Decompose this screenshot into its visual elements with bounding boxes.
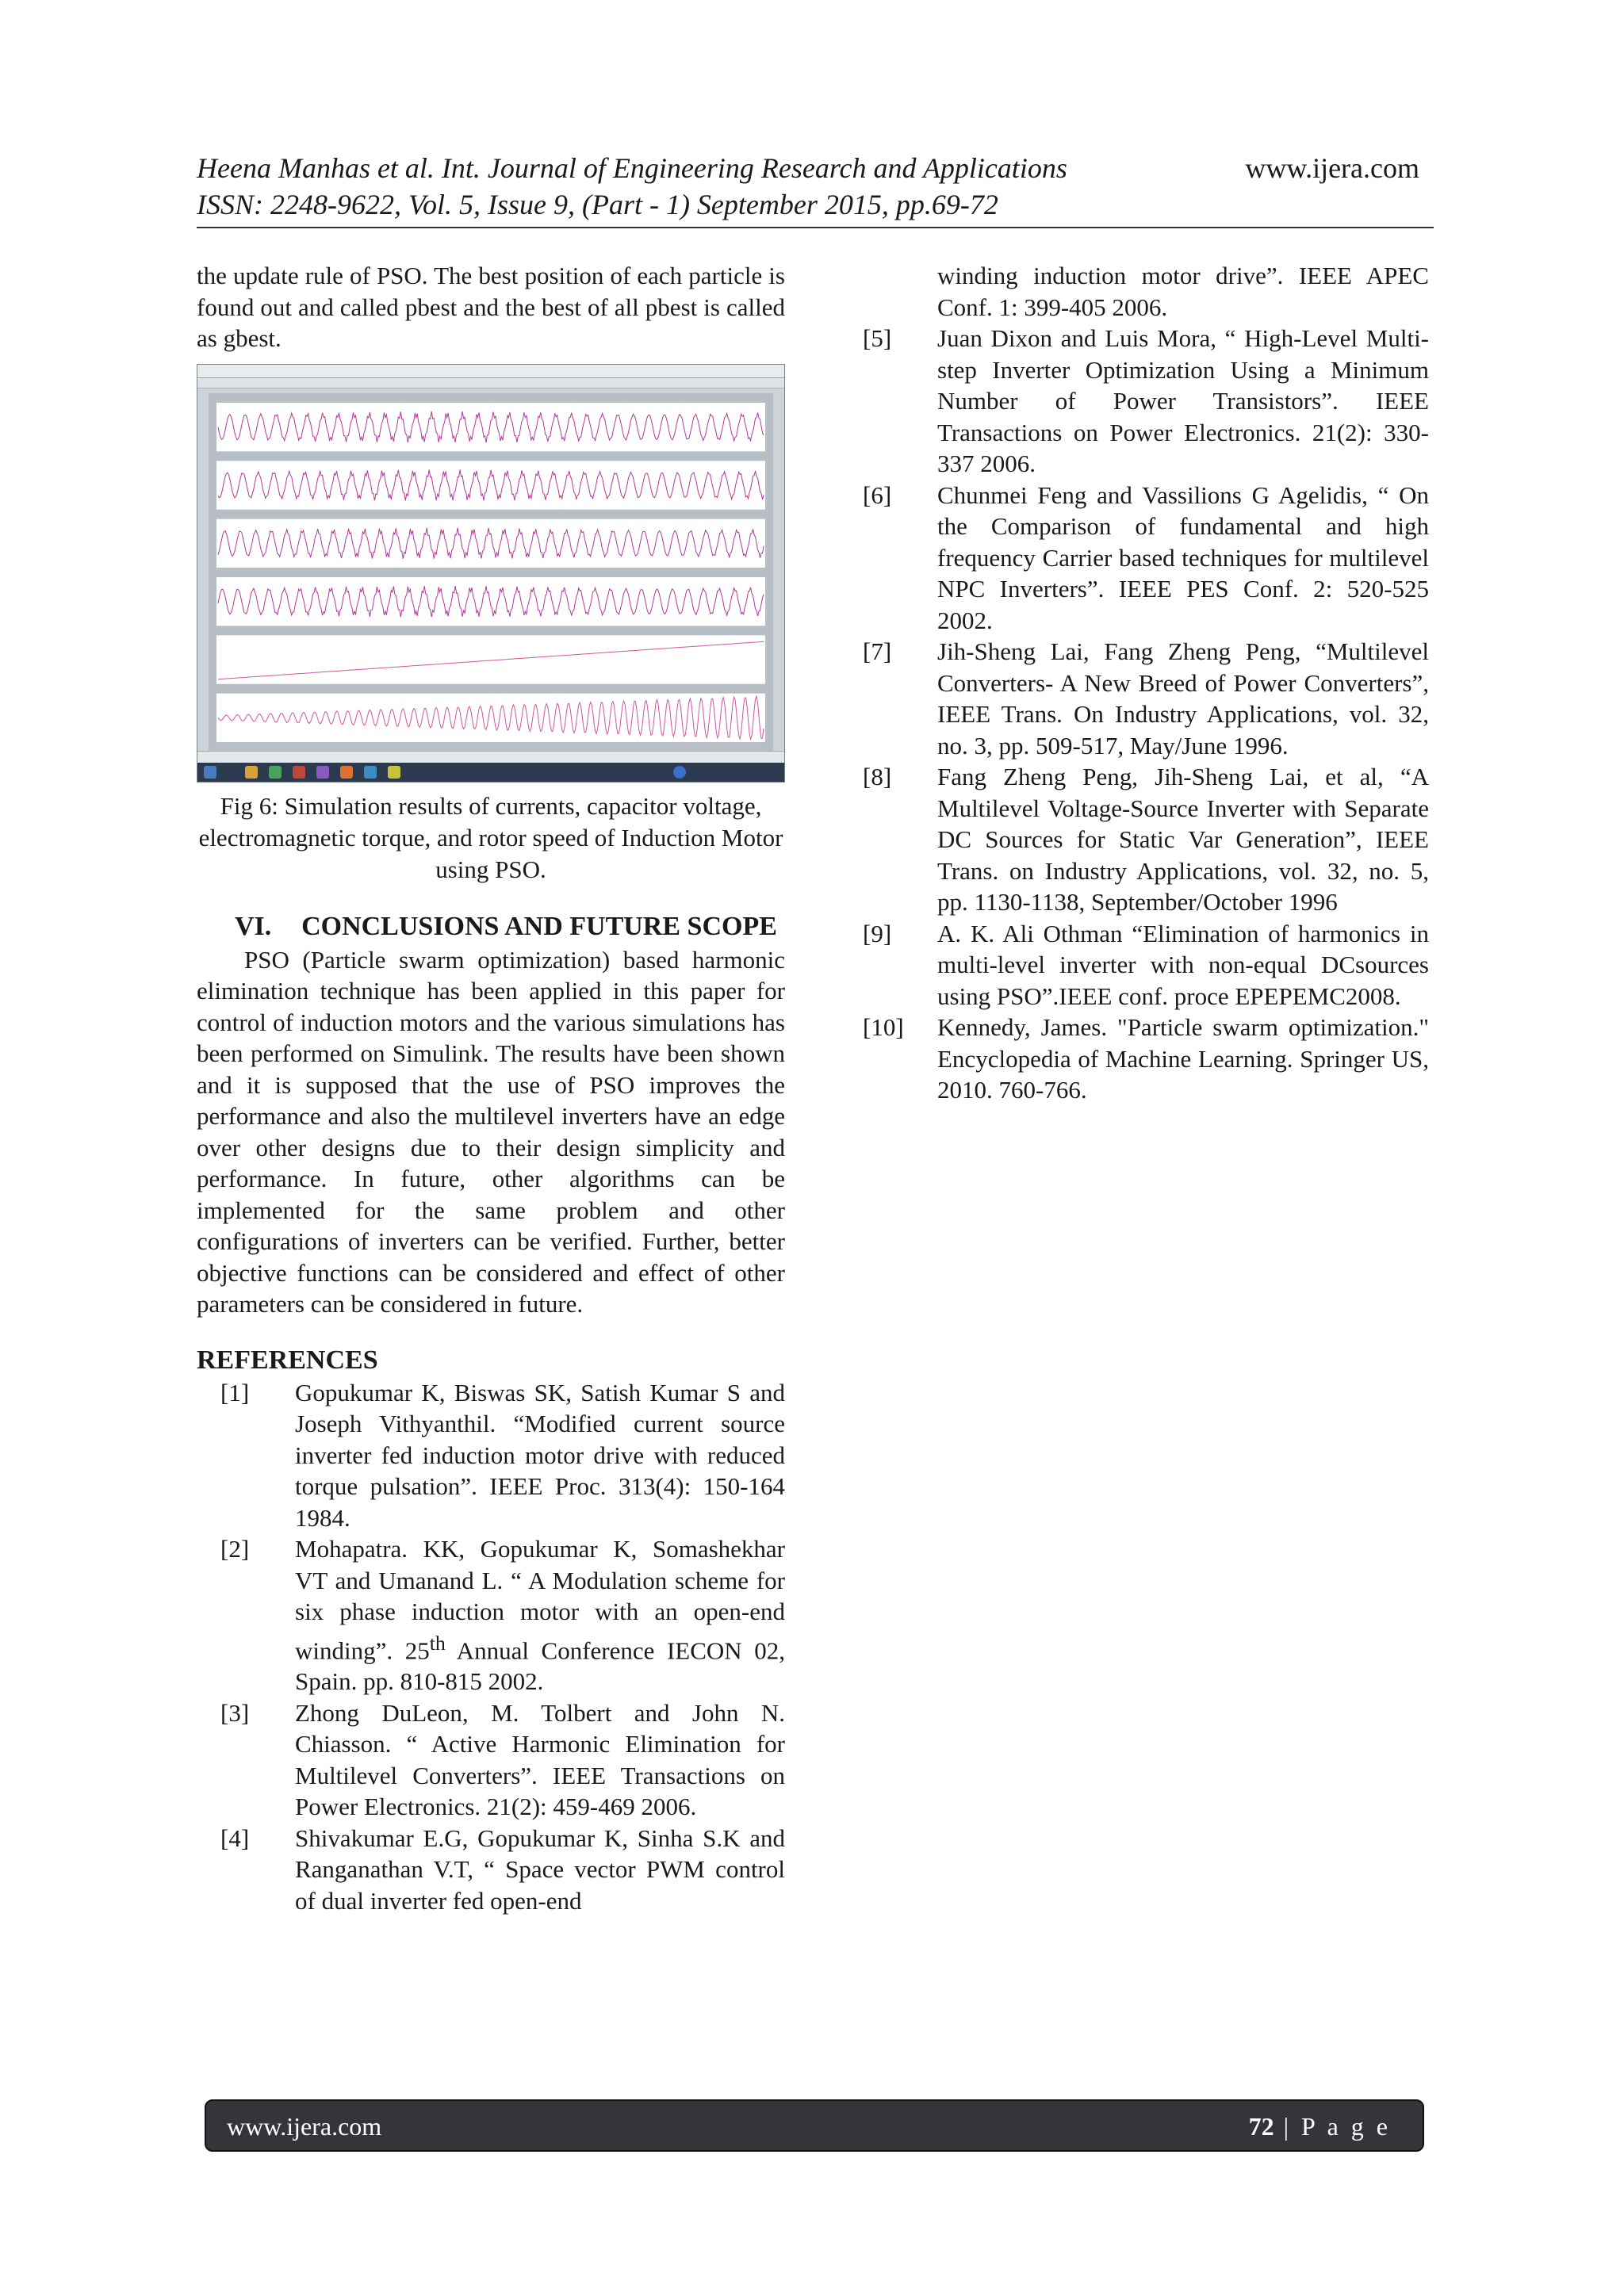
app-icon — [388, 766, 400, 779]
journal-title: Heena Manhas et al. Int. Journal of Engineering Research and Applications — [197, 152, 1067, 184]
reference-number: [8] — [863, 763, 892, 790]
reference-text — [295, 1533, 785, 1697]
reference-item — [863, 1012, 1429, 1106]
references-list-left — [197, 1377, 785, 1917]
reference-item — [863, 480, 1429, 637]
waveform-plots — [209, 393, 773, 752]
page-suffix: | P a g e — [1283, 2112, 1391, 2141]
waveform-panel — [216, 693, 765, 741]
reference-item — [863, 761, 1429, 918]
figure-status-bar — [197, 751, 784, 763]
conclusion-paragraph: PSO (Particle swarm optimization) based harmonic elimination technique has been applied in this paper for control of induction motors and the various simulations has been performed on Simulink. The results have been shown and it is supposed that the use of PSO improves the performance and also the multilevel inverters have an edge over other designs due to their design simplicity and performance. In future, other algorithms can be implemented for the same problem and other configurations of inverters can be verified. Further, better objective functions can be considered and effect of other parameters can be considered in future. — [197, 945, 785, 1318]
reference-number: [4] — [220, 1823, 250, 1852]
reference-item — [197, 1533, 785, 1697]
app-icon — [293, 766, 305, 779]
waveform-panel — [216, 402, 765, 450]
footer-page-number — [1249, 2110, 1391, 2142]
figure-window-titlebar — [197, 365, 784, 378]
section-title: CONCLUSIONS AND FUTURE SCOPE — [301, 911, 777, 941]
reference-text: Jih-Sheng Lai, Fang Zheng Peng, “Multilevel Converters- A New Breed of Power Converters”, IEEE Trans. On Industry Applications, vol. 32, no. 3, pp. 509-517, May/June 1996. — [937, 637, 1429, 760]
reference-text: A. K. Ali Othman “Elimination of harmonics in multi-level inverter with non-equal DCsources using PSO”.IEEE conf. proce EPEPEMC2008. — [937, 919, 1429, 1010]
reference-item — [863, 918, 1429, 1012]
reference-number: [6] — [863, 480, 892, 509]
app-icon — [316, 766, 329, 779]
app-icon — [364, 766, 377, 779]
reference-text: Juan Dixon and Luis Mora, “ High-Level Multi-step Inverter Optimization Using a Minimum Number of Power Transistors”. IEEE Transactions on Power Electronics. 21(2): 330-337 2006. — [937, 324, 1429, 477]
page-header — [197, 151, 1434, 228]
reference-text: Chunmei Feng and Vassilions G Agelidis, “ On the Comparison of fundamental and high frequency Carrier based techniques for multilevel NPC Inverters”. IEEE PES Conf. 2: 520-525 2002. — [937, 480, 1429, 634]
page-number: 72 — [1248, 2112, 1274, 2141]
reference-text-part: Annual Conference IECON 02, Spain. pp. 810-815 2002. — [295, 1636, 786, 1696]
figure-taskbar — [197, 763, 784, 782]
intro-paragraph: the update rule of PSO. The best position of each particle is found out and called pbest and the best of all pbest is called as gbest. — [197, 262, 785, 352]
reference-text: Kennedy, James. "Particle swarm optimization." Encyclopedia of Machine Learning. Springer US, 2010. 760-766. — [937, 1013, 1429, 1104]
figure-caption: Fig 6: Simulation results of currents, capacitor voltage, electromagnetic torque, and rotor speed of Induction Motor using PSO. — [198, 791, 783, 883]
reference-item — [197, 1377, 785, 1534]
reference-text: Gopukumar K, Biswas SK, Satish Kumar S and Joseph Vithyanthil. “Modified current source inverter fed induction motor drive with reduced torque pulsation”. IEEE Proc. 313(4): 150-164 1984. — [295, 1378, 785, 1532]
reference-number: [3] — [220, 1698, 250, 1727]
app-icon — [269, 766, 282, 779]
reference-item — [197, 1823, 785, 1917]
reference-text: winding induction motor drive”. IEEE APEC Conf. 1: 399-405 2006. — [937, 262, 1429, 321]
references-heading: REFERENCES — [197, 1345, 378, 1375]
reference-number — [863, 260, 937, 323]
reference-number: [5] — [863, 324, 892, 352]
app-icon — [245, 766, 258, 779]
header-website: www.ijera.com — [1245, 152, 1419, 184]
section-heading — [197, 909, 785, 944]
waveform-panel — [216, 635, 765, 683]
issn-line: ISSN: 2248-9622, Vol. 5, Issue 9, (Part - 1) September 2015, pp.69-72 — [197, 189, 998, 220]
right-column — [863, 260, 1429, 1106]
reference-text-part: Mohapatra. KK, Gopukumar K, Somashekhar VT and Umanand L. “ A Modulation scheme for six phase induction motor with an open-end winding”. 25 — [295, 1535, 785, 1664]
footer-website: www.ijera.com — [227, 2112, 382, 2141]
figure-plot-area — [209, 393, 773, 752]
reference-text: Fang Zheng Peng, Jih-Sheng Lai, et al, “A Multilevel Voltage-Source Inverter with Separate DC Sources for Static Var Generation”, IEEE Trans. on Industry Applications, vol. 32, no. 5, pp. 1130-1138, September/October 1996 — [937, 763, 1429, 916]
reference-number: [1] — [220, 1378, 250, 1406]
start-icon — [204, 766, 216, 779]
reference-item — [863, 636, 1429, 761]
reference-number: [2] — [220, 1535, 250, 1563]
reference-superscript: th — [429, 1631, 446, 1655]
section-number: VI. — [235, 911, 272, 941]
reference-text: Shivakumar E.G, Gopukumar K, Sinha S.K and Ranganathan V.T, “ Space vector PWM control of dual inverter fed open-end — [295, 1823, 785, 1915]
figure-window-toolbar — [197, 378, 784, 388]
reference-number: [10] — [863, 1013, 904, 1041]
reference-item — [197, 1697, 785, 1823]
reference-item-continued — [863, 260, 1429, 323]
reference-number: [7] — [863, 637, 892, 665]
page-footer — [205, 2099, 1424, 2152]
left-column — [197, 260, 785, 1916]
waveform-panel — [216, 576, 765, 625]
reference-text: Zhong DuLeon, M. Tolbert and John N. Chiasson. “ Active Harmonic Elimination for Multilevel Converters”. IEEE Transactions on Power Electronics. 21(2): 459-469 2006. — [295, 1698, 785, 1821]
reference-item — [863, 323, 1429, 480]
help-icon — [673, 766, 686, 779]
app-icon — [340, 766, 353, 779]
reference-number: [9] — [863, 919, 892, 947]
waveform-panel — [216, 461, 765, 509]
simulation-figure — [197, 364, 785, 783]
references-list-right — [863, 260, 1429, 1106]
